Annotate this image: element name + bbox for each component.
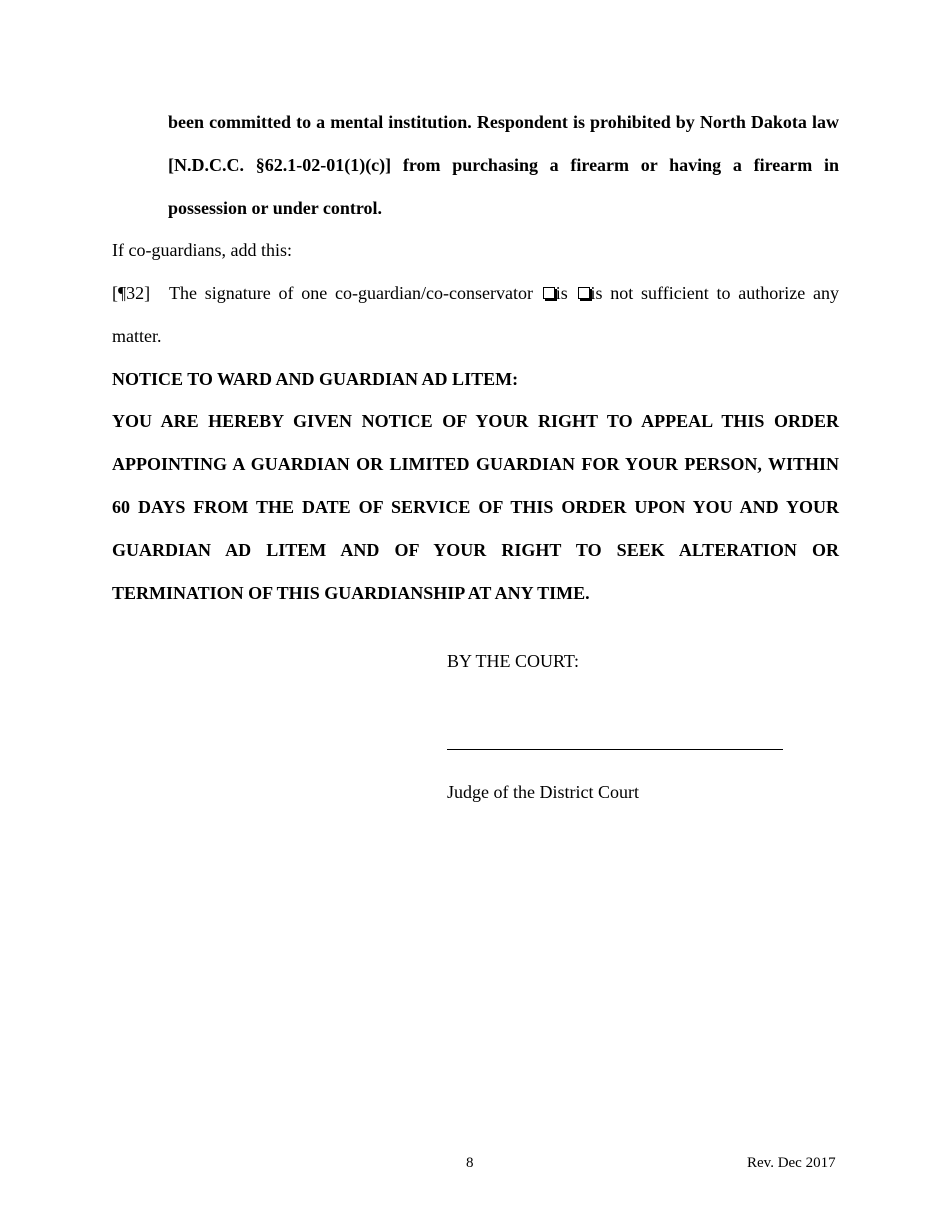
paragraph-number: [¶32] [112,283,151,303]
page-number: 8 [466,1155,474,1171]
firearm-prohibition-paragraph: been committed to a mental institution. Respondent is prohibited by North Dakota law [N.D.C.C. §62.1-02-01(1)(c)] from purchasing a firearm or having a firearm in possession or under control. [168,112,839,218]
co-guardians-instruction: If co-guardians, add this: [112,240,292,260]
is-not-checkbox[interactable] [578,287,590,299]
notice-heading: NOTICE TO WARD AND GUARDIAN AD LITEM: [112,369,519,389]
is-checkbox[interactable] [543,287,555,299]
notice-body: YOU ARE HEREBY GIVEN NOTICE OF YOUR RIGHT TO APPEAL THIS ORDER APPOINTING A GUARDIAN OR LIMITED GUARDIAN FOR YOUR PERSON, WITHIN 60 DAYS FROM THE DATE OF SERVICE OF THIS ORDER UPON YOU AND YOUR GUARDIAN AD LITEM AND OF YOUR RIGHT TO SEEK ALTERATION OR TERMINATION OF THIS GUARDIANSHIP AT ANY TIME. [112,411,839,603]
is-option-label: is [555,283,576,303]
judge-title: Judge of the District Court [447,782,639,802]
revision-date: Rev. Dec 2017 [747,1155,836,1171]
paragraph-32 [112,272,839,358]
signature-line[interactable] [447,749,783,750]
by-the-court: BY THE COURT: [447,651,580,671]
is-not-option-label: is not [590,283,634,303]
p32-text-after: sufficient to authorize any matter. [112,283,839,346]
p32-text-before: The signature of one co-guardian/co-conservator [169,283,541,303]
